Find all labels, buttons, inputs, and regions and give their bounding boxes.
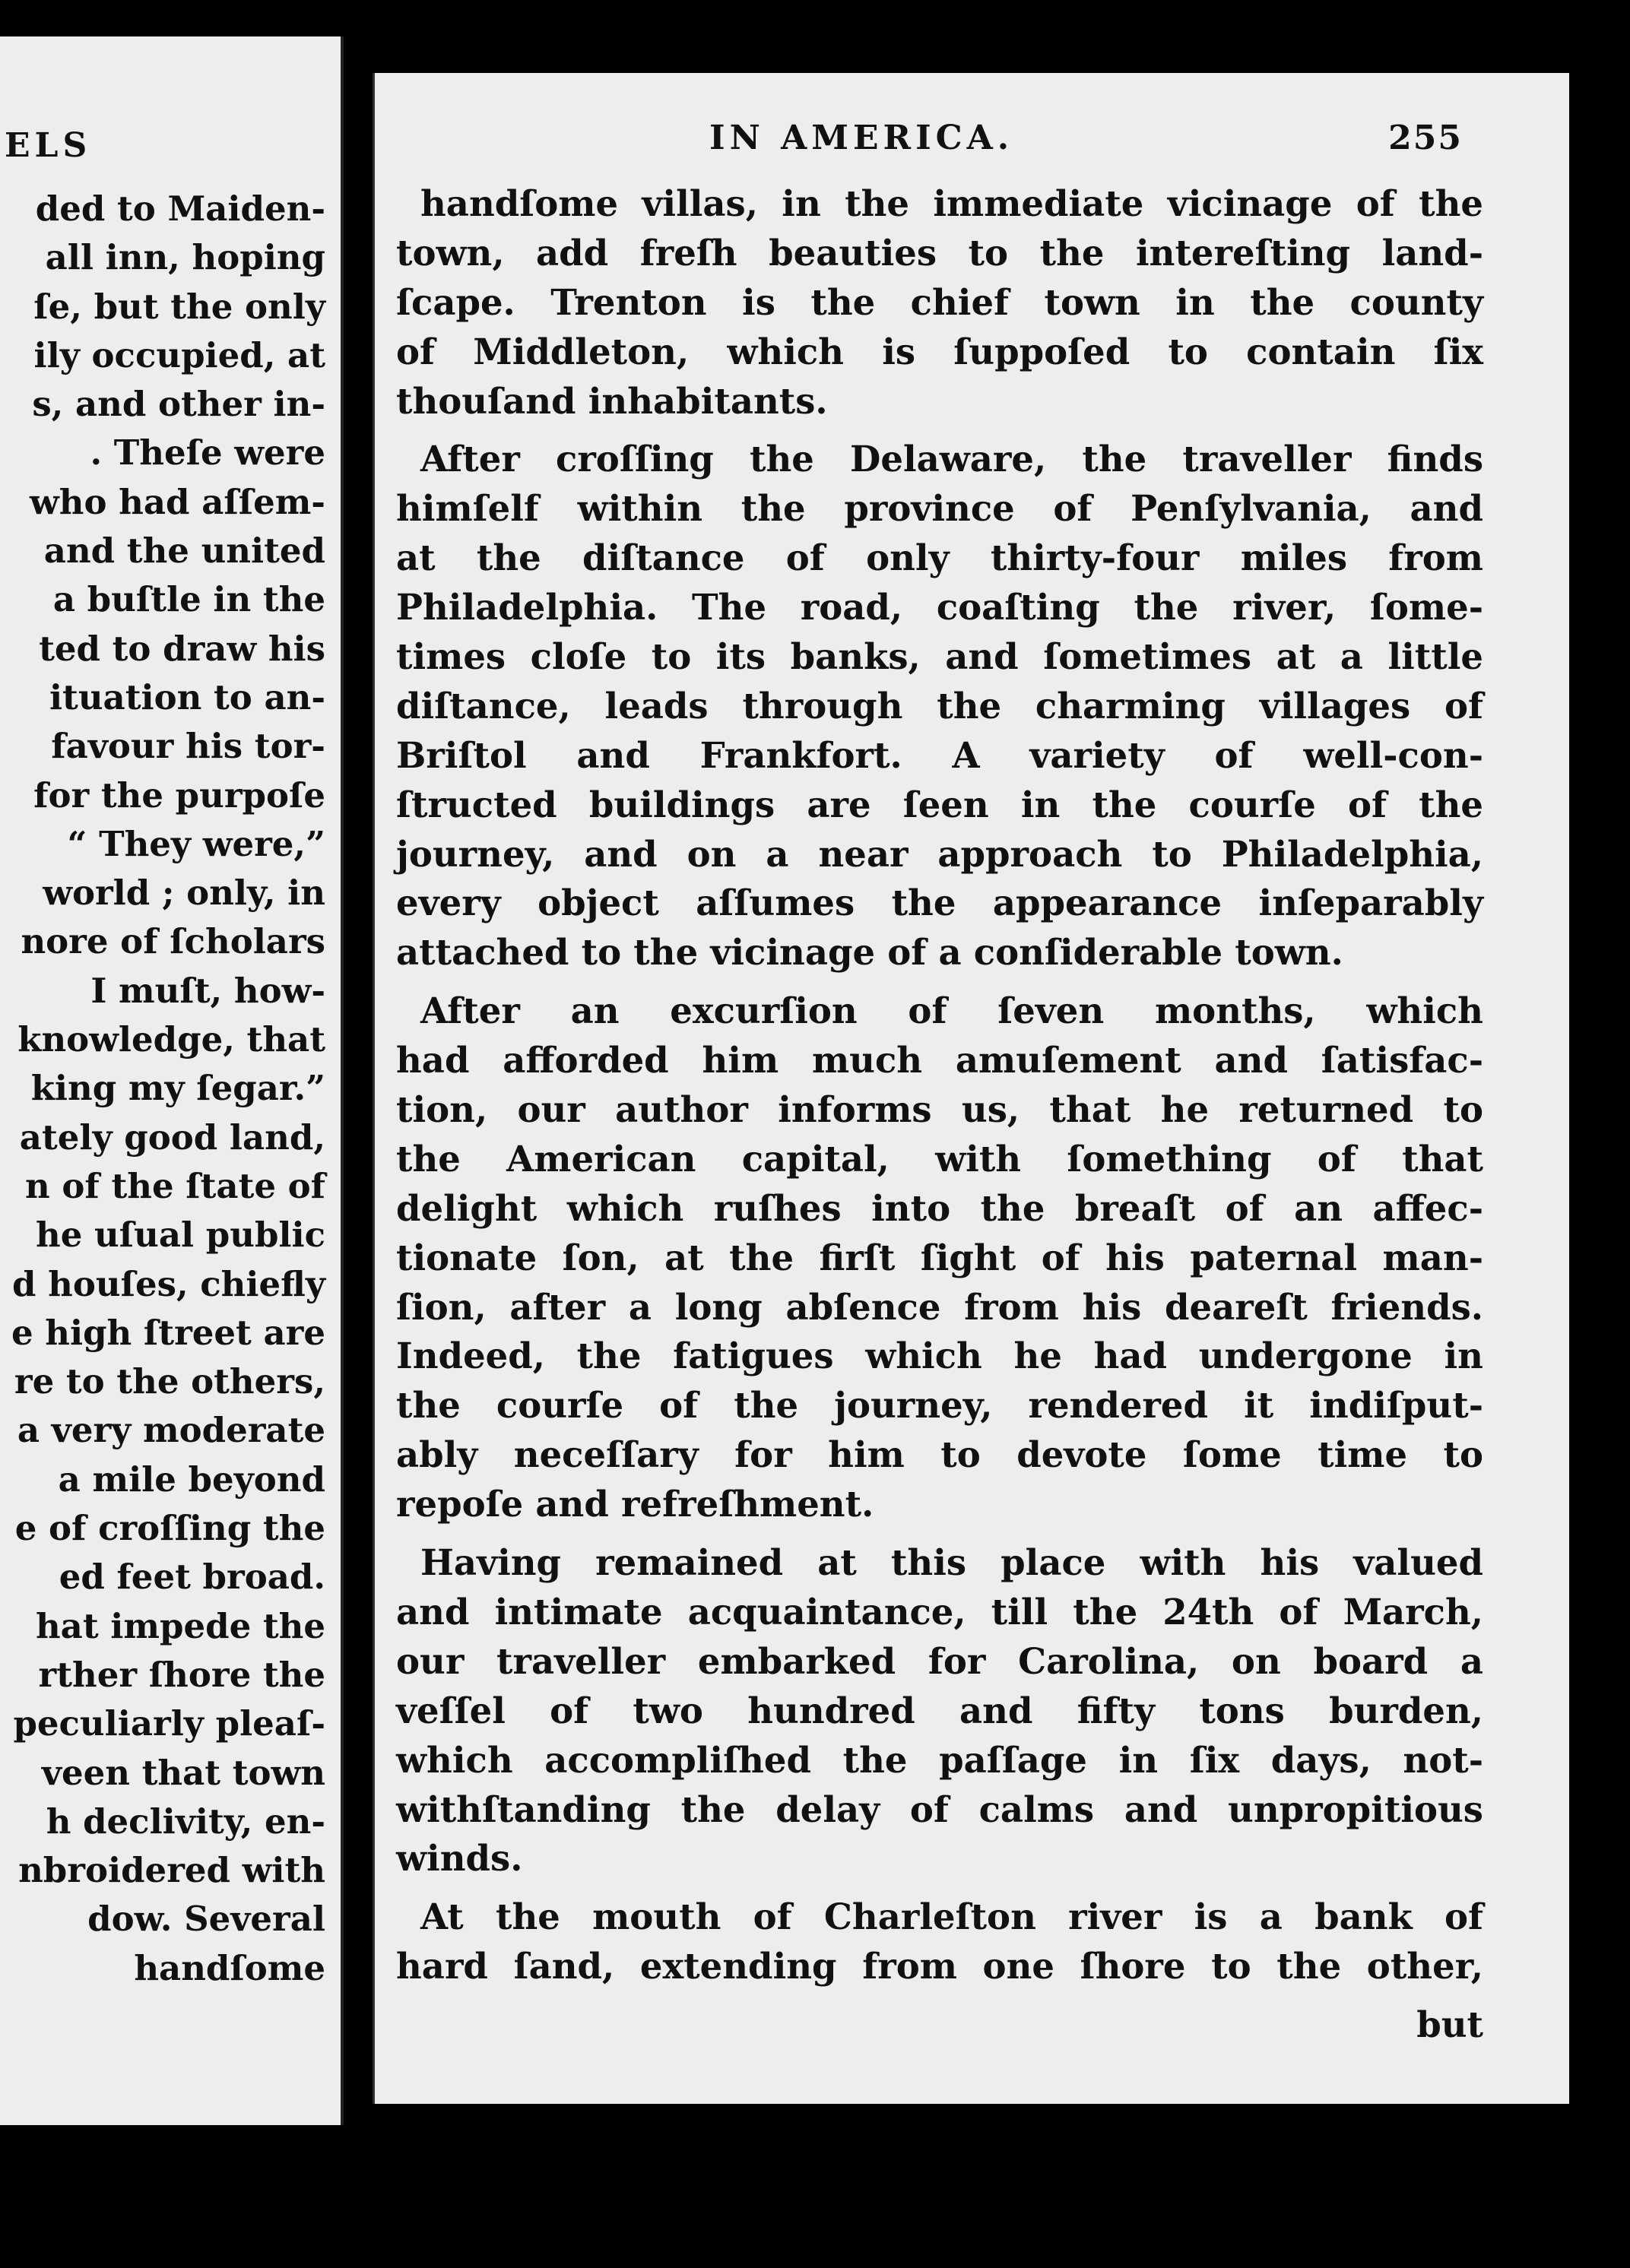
- page-number: 255: [1388, 119, 1463, 157]
- left-page-line: ituation to an-: [49, 676, 325, 717]
- text-line: times cloſe to its banks, and ſometimes at a little: [396, 635, 1483, 678]
- text-line: tion, our author informs us, that he returned to: [396, 1088, 1483, 1131]
- text-line: winds.: [396, 1837, 523, 1880]
- text-line: At the mouth of Charleſton river is a bank of: [420, 1896, 1483, 1938]
- text-line: Having remained at this place with his valued: [420, 1541, 1483, 1584]
- left-page-line: “ They were,”: [67, 823, 325, 864]
- left-page-line: h declivity, en-: [46, 1801, 325, 1842]
- text-line: handſome villas, in the immediate vicinage of the: [420, 182, 1483, 224]
- left-page-line: nbroidered with: [18, 1850, 325, 1891]
- text-line: the courſe of the journey, rendered it indiſput-: [396, 1384, 1483, 1427]
- left-page: [0, 36, 344, 2125]
- left-page-line: a mile beyond: [58, 1459, 325, 1500]
- left-page-line: re to the others,: [14, 1361, 325, 1402]
- left-page-line: world ; only, in: [43, 873, 325, 914]
- paragraph: [396, 435, 1483, 977]
- text-line: ſtructed buildings are ſeen in the courſe of the: [396, 783, 1483, 825]
- left-page-line: dow. Several: [87, 1899, 325, 1940]
- text-line: After an excurſion of ſeven months, which: [420, 990, 1483, 1032]
- left-page-line: nore of ſcholars: [21, 921, 325, 962]
- left-page-line: e of croſſing the: [14, 1508, 325, 1549]
- text-line: our traveller embarked for Carolina, on board a: [396, 1639, 1483, 1682]
- left-page-line: a very moderate: [17, 1410, 325, 1451]
- left-page-line: peculiarly pleaſ-: [13, 1703, 325, 1744]
- text-line: repoſe and refreſhment.: [396, 1483, 874, 1525]
- text-line: ſcape. Trenton is the chief town in the county: [396, 280, 1483, 323]
- text-line: ſion, after a long abſence from his deareſt friends.: [396, 1285, 1483, 1328]
- left-page-line: ed feet broad.: [59, 1557, 325, 1598]
- paragraph: [396, 179, 1483, 426]
- left-page-line: handſome: [134, 1947, 325, 1988]
- paragraph: [396, 987, 1483, 1529]
- left-page-line: I muſt, how-: [90, 970, 325, 1011]
- left-page-line: ted to draw his: [39, 628, 325, 669]
- text-line: diſtance, leads through the charming villages of: [396, 684, 1483, 727]
- left-page-line: favour his tor-: [51, 726, 325, 767]
- text-line: at the diſtance of only thirty-four miles from: [396, 537, 1483, 579]
- text-line: which accompliſhed the paſſage in ſix days, not-: [396, 1738, 1483, 1781]
- left-page-text: [0, 185, 325, 1993]
- left-page-line: d houſes, chiefly: [12, 1263, 325, 1304]
- left-page-line: rther ſhore the: [38, 1654, 325, 1695]
- left-page-line: knowledge, that: [17, 1019, 325, 1060]
- text-line: Briſtol and Frankfort. A variety of well-con-: [396, 733, 1483, 776]
- text-line: veſſel of two hundred and fifty tons burden,: [396, 1689, 1483, 1731]
- text-line: withſtanding the delay of calms and unpropitious: [396, 1788, 1483, 1830]
- left-page-line: and the united: [43, 531, 325, 572]
- left-page-line: hat impede the: [35, 1605, 325, 1646]
- text-line: Philadelphia. The road, coaſting the river, ſome-: [396, 586, 1483, 629]
- left-page-line: for the purpoſe: [33, 774, 325, 816]
- text-line: hard ſand, extending from one ſhore to the other,: [396, 1945, 1483, 1988]
- left-page-line: e high ſtreet are: [11, 1312, 325, 1353]
- catchword: but: [1416, 2004, 1483, 2046]
- text-line: and intimate acquaintance, till the 24th of March,: [396, 1590, 1483, 1633]
- text-line: tionate ſon, at the firſt ſight of his paternal man-: [396, 1236, 1483, 1278]
- body-text: [396, 179, 1483, 2050]
- left-page-line: veen that town: [41, 1752, 325, 1793]
- text-line: After croſſing the Delaware, the traveller finds: [420, 438, 1483, 480]
- text-line: Indeed, the fatigues which he had undergone in: [396, 1335, 1483, 1377]
- text-line: delight which ruſhes into the breaſt of an affec-: [396, 1186, 1483, 1229]
- text-line: the American capital, with ſomething of that: [396, 1137, 1483, 1180]
- text-line: journey, and on a near approach to Philadelphia,: [396, 832, 1483, 875]
- left-page-line: who had aſſem-: [30, 481, 325, 522]
- text-line: of Middleton, which is ſuppoſed to contain ſix: [396, 330, 1483, 372]
- paragraph: [396, 1893, 1483, 1991]
- text-line: himſelf within the province of Penſylvania, and: [396, 487, 1483, 530]
- left-page-line: a buſtle in the: [52, 579, 325, 620]
- text-line: ably neceſſary for him to devote ſome time to: [396, 1433, 1483, 1476]
- left-page-line: ately good land,: [19, 1117, 325, 1158]
- paragraph: [396, 1538, 1483, 1883]
- left-running-head: ELS: [5, 126, 92, 165]
- left-page-line: ded to Maiden-: [35, 188, 325, 229]
- text-line: attached to the vicinage of a conſiderable town.: [396, 931, 1343, 974]
- left-page-line: all inn, hoping: [45, 237, 325, 278]
- left-page-line: n of the ſtate of: [25, 1165, 325, 1206]
- text-line: town, add freſh beauties to the intereſting land-: [396, 231, 1483, 274]
- left-page-line: ily occupied, at: [33, 334, 325, 375]
- right-page: [373, 73, 1569, 2104]
- text-line: every object aſſumes the appearance inſeparably: [396, 882, 1483, 924]
- left-page-line: king my ſegar.”: [30, 1068, 325, 1109]
- running-head: IN AMERICA.: [709, 119, 1014, 157]
- text-line: had afforded him much amuſement and ſatisfac-: [396, 1039, 1483, 1082]
- left-page-line: s, and other in-: [32, 384, 325, 425]
- text-line: thouſand inhabitants.: [396, 379, 828, 422]
- left-page-line: . Theſe were: [90, 432, 325, 474]
- left-page-line: he uſual public: [36, 1215, 325, 1256]
- left-page-line: ſe, but the only: [33, 286, 325, 327]
